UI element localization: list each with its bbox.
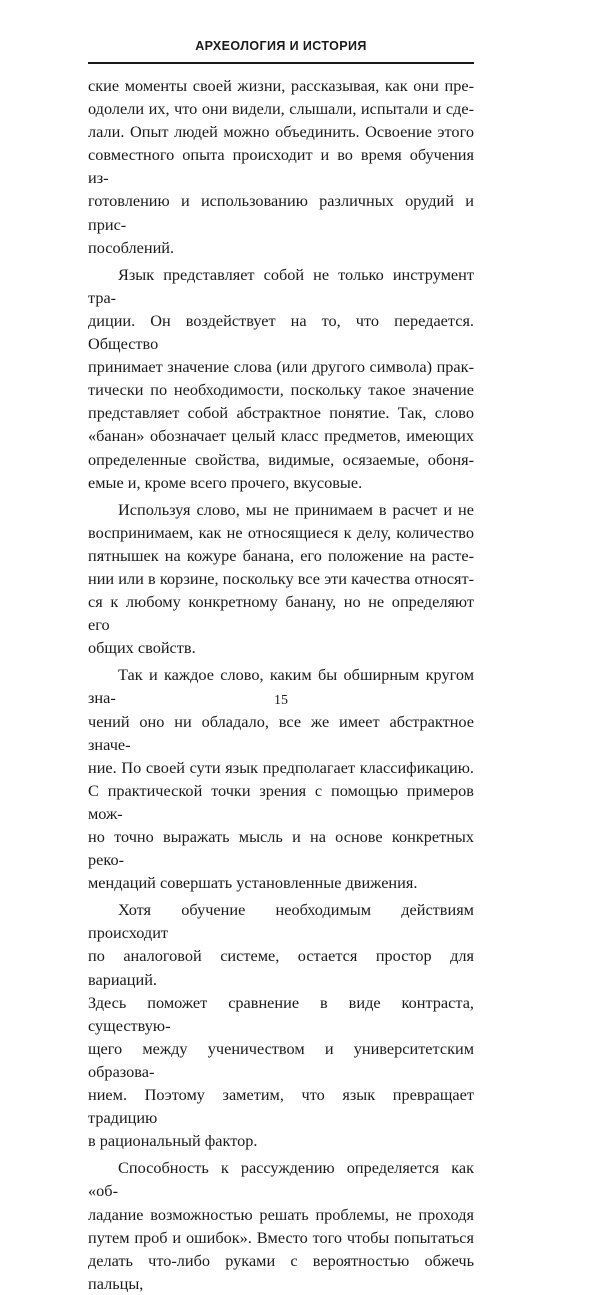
text-line: одолели их, что они видели, слышали, испытали и сде- [88,99,474,119]
text-line: нии или в корзине, поскольку все эти качества относят- [88,568,474,588]
text-line: представляет собой абстрактное понятие. Так, слово [88,403,474,423]
text-line: принимает значение слова (или другого символа) прак- [88,357,474,377]
text-line: тически по необходимости, поскольку такое значение [88,380,474,400]
text-line: ские моменты своей жизни, рассказывая, как они пре- [88,76,474,95]
text-line: воспринимаем, как не относящиеся к делу, количество [88,522,474,542]
header-rule [88,62,474,64]
text-line: Хотя обучение необходимым действиям происходит [88,900,474,943]
body-text [88,74,474,1295]
text-line: чений оно ни обладало, все же имеет абстрактное значе- [88,711,474,754]
page-number: 15 [274,693,288,708]
text-line: мендаций совершать установленные движения. [88,873,418,893]
text-line: в рациональный фактор. [88,1131,258,1151]
text-line: Способность к рассуждению определяется как «об- [88,1158,474,1201]
text-line: ладание возможностью решать проблемы, не проходя [88,1204,474,1224]
text-line: путем проб и ошибок». Вместо того чтобы попытаться [88,1227,474,1247]
text-line: емые и, кроме всего прочего, вкусовые. [88,472,363,492]
text-line: ся к любому конкретному банану, но не определяют его [88,592,474,635]
text-line: по аналоговой системе, остается простор для вариаций. [88,946,474,989]
text-line: готовлению и использованию различных орудий и прис- [88,191,474,234]
running-head: АРХЕОЛОГИЯ И ИСТОРИЯ [195,39,367,53]
text-line: Язык представляет собой не только инструмент тра- [88,264,474,307]
text-line: «банан» обозначает целый класс предметов, имеющих [88,426,474,446]
text-line: пособлений. [88,237,175,257]
text-line: нием. Поэтому заметим, что язык превращает традицию [88,1085,474,1128]
text-line: пятнышек на кожуре банана, его положение на расте- [88,545,474,565]
text-line: С практической точки зрения с помощью примеров мож- [88,780,474,823]
text-line: лали. Опыт людей можно объединить. Освоение этого [88,122,474,142]
text-line: Так и каждое слово, каким бы обширным кругом зна- [88,665,474,708]
text-line: диции. Он воздействует на то, что передается. Общество [88,310,474,354]
text-line: общих свойств. [88,638,196,658]
text-line: щего между ученичеством и университетским образова- [88,1038,474,1081]
text-line: определенные свойства, видимые, осязаемые, обоня- [88,449,474,469]
text-line: Здесь поможет сравнение в виде контраста, существую- [88,992,474,1035]
text-line: совместного опыта происходит и во время обучения из- [88,145,474,188]
text-line: делать что-либо руками с вероятностью обжечь пальцы, [88,1250,474,1293]
text-line: Используя слово, мы не принимаем в расчет и не [118,499,474,519]
text-line: но точно выражать мысль и на основе конкретных реко- [88,827,474,870]
text-line: ние. По своей сути язык предполагает классификацию. [88,757,474,777]
